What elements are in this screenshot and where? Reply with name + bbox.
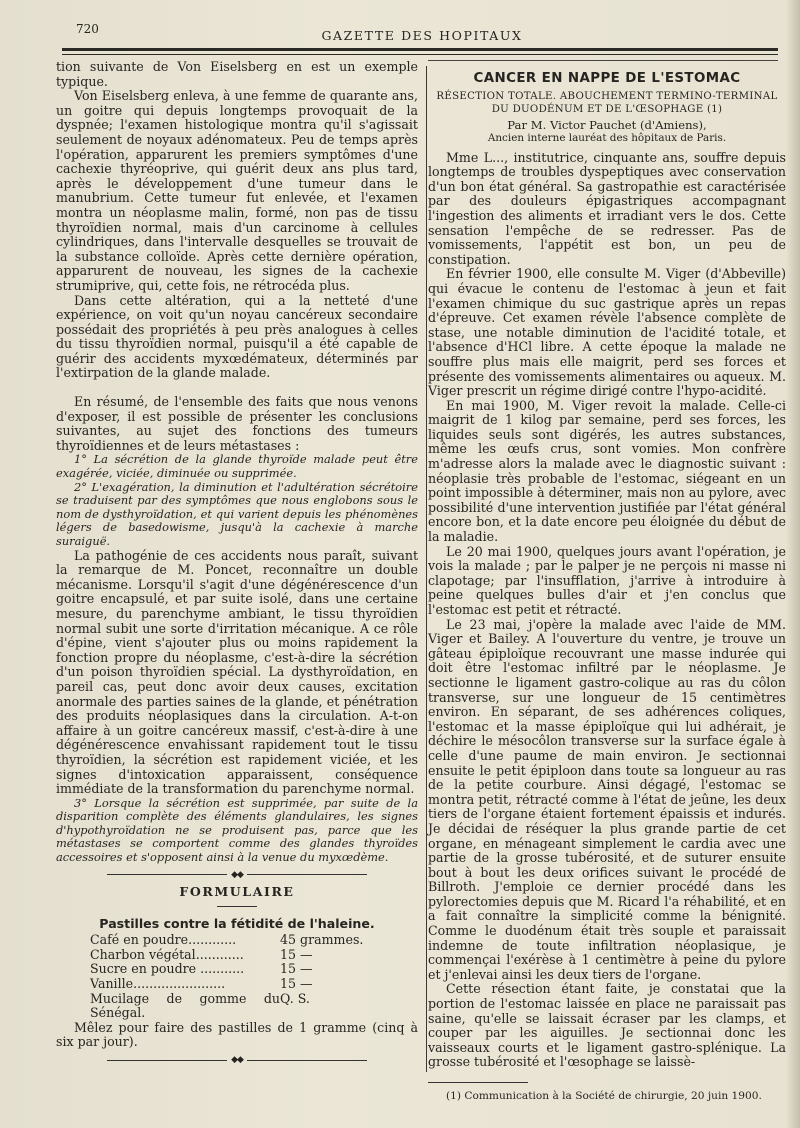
page-header — [62, 22, 782, 44]
column-divider — [426, 66, 427, 1072]
page-number: 720 — [76, 22, 99, 36]
recipe-quantity: Q. S. — [280, 990, 310, 1006]
recipe-item — [56, 977, 418, 992]
recipe-quantity: 45 grammes. — [280, 932, 364, 948]
footnote-rule — [428, 1082, 528, 1083]
recipe-title: Pastilles contre la fétidité de l'haleine. — [99, 915, 375, 931]
recipe-ingredient: Charbon végétal............ — [90, 946, 244, 962]
running-title: GAZETTE DES HOPITAUX — [321, 28, 523, 43]
article-author: Par M. Victor Pauchet (d'Amiens), — [507, 117, 707, 132]
recipe-quantity: 15 — — [280, 961, 313, 977]
ornament-line — [247, 874, 367, 875]
header-rule-thin — [62, 54, 778, 55]
paragraph: La pathogénie de ces accidents nous paraît, suivant la remarque de M. Poncet, reconnaître un double mécanisme. Lorsqu'il s'agit d'une dégénérescence d'un goitre encapsulé, et par suite isolé, dans une certaine mesure, du parenchyme ambiant, le tissu thyroïdien normal subit une sorte d'irritation mécanique. A ce rôle d'épine, vient s'ajouter plus ou moins rapidement la fonction propre du néoplasme, c'est-à-dire la sécrétion d'un poison thyroïdien spécial. La dysthyroïdation, en pareil cas, peut donc avoir deux causes, excitation anormale des parties saines de la glande, et pénétration des produits néoplasiques dans la circulation. A-t-on affaire à un goitre cancéreux massif, c'est-à-dire à une dégénérescence envahissant rapidement tout le tissu thyroïdien, la sécrétion est rapidement viciée, et les signes d'intoxication apparaissent, conséquence immédiate de la transformation du parenchyme normal. — [56, 547, 418, 797]
section-title: FORMULAIRE — [179, 884, 295, 900]
ornament-line — [247, 1060, 367, 1061]
recipe-ingredient: Café en poudre............ — [90, 932, 237, 948]
right-column — [428, 72, 786, 1104]
recipe-instructions: Mêlez pour faire des pastilles de 1 gramme (cinq à six par jour). — [56, 1019, 418, 1050]
recipe-quantity: 15 — — [280, 946, 313, 962]
recipe-item — [56, 933, 418, 948]
paragraph: En mai 1900, M. Viger revoit la malade. Celle-ci maigrit de 1 kilog par semaine, perd ses forces, les liquides seuls sont digérés, les autres substances, même les œufs crus, sont vomies. Mon confrère m'adresse alors la malade avec le diagnostic suivant : néoplasie très probable de l'estomac, siégeant en un point impossible à déterminer, mais non au pylore, avec possibilité d'une intervention justifiée par l'état général encore bon, et la date encore peu éloignée du début de la maladie. — [428, 397, 786, 545]
recipe-ingredient: Sucre en poudre ........... — [90, 961, 245, 977]
end-ornament — [56, 1053, 418, 1068]
recipe-ingredient: Vanille....................... — [90, 976, 226, 992]
conclusion-item-3: 3° Lorsque la sécrétion est supprimée, par suite de la disparition complète des éléments glandulaires, les signes d'hypothyroïdation ne se produisent pas, parce que les métastases se comportent comme des glandes thyroïdes accessoires et s'opposent ainsi à la venue du myxœdème. — [56, 795, 418, 865]
recipe-item — [56, 992, 418, 1021]
conclusion-item-2: 2° L'exagération, la diminution et l'adultération sécrétoire se traduisent par des symptômes que nous englobons sous le nom de dysthyroïdation, et qui varient depuis les phénomènes légers de basedowisme, jusqu'à la cachexie à marche suraiguë. — [56, 479, 418, 548]
paragraph-gap — [56, 381, 418, 395]
paragraph: En février 1900, elle consulte M. Viger (d'Abbeville) qui évacue le contenu de l'estomac à jeun et fait l'examen chimique du suc gastrique après un repas d'épreuve. Cet examen révèle l'absence complète de stase, une notable diminution de l'acidité totale, et l'absence d'HCl libre. A cette époque la malade ne souffre plus mais elle maigrit, perd ses forces et présente des vomissements alimentaires ou aqueux. M. Viger prescrit un régime dirigé contre l'hypo-acidité. — [428, 266, 786, 399]
paragraph: Von Eiselsberg enleva, à une femme de quarante ans, un goitre qui depuis longtemps provoquait de la dyspnée; l'examen histologique montra qu'il s'agissait seulement de noyaux adénomateux. Peu de temps après l'opération, apparurent les premiers symptômes d'une cachexie thyréoprive, qui guérit deux ans plus tard, après le développement d'une tumeur dans le manubrium. Cette tumeur fut enlevée, et l'examen montra un néoplasme malin, formé, non pas de tissu thyroïdien normal, mais d'un carcinome à cellules cylindriques, dans l'intervalle desquelles se trouvait de la substance colloïde. Après cette dernière opération, apparurent de nouveau, les signes de la cachexie strumiprive, qui, cette fois, ne rétrocéda plus. — [56, 88, 418, 293]
recipe-item — [56, 962, 418, 977]
footnote: (1) Communication à la Société de chirurgie, 20 juin 1900. — [446, 1090, 762, 1102]
recipe-ingredient: Mucilage de gomme du Sénégal. — [90, 990, 280, 1021]
paragraph: Le 23 mai, j'opère la malade avec l'aide de MM. Viger et Bailey. A l'ouverture du ventre, je trouve un gâteau épiploïque recouvrant une masse indurée qui doit être l'estomac infiltré par le néoplasme. Je sectionne le ligament gastro-colique au ras du côlon transverse, sur une longueur de 15 centimètres environ. En séparant, de ses adhérences coliques, l'estomac et la masse épiploïque qui lui adhérait, je déchire le mésocôlon transverse sur la surface égale à celle d'une paume de main environ. Je sectionnai ensuite le petit épiploon dans toute sa longueur au ras de la petite courbure. Ainsi dégagé, l'estomac se montra petit, rétracté comme à l'état de jeûne, les deux tiers de l'organe étaient fortement épaissis et indurés. Je décidai de réséquer la plus grande partie de cet organe, en ménageant simplement le cardia avec une partie de la grosse tubérosité, et de suturer ensuite bout à bout les deux orifices suivant le procédé de Billroth. J'emploie ce dernier procédé dans les pylorectomies depuis que M. Ricard l'a réhabilité, et en a fait connaître la simplicité comme la bénignité. Comme le duodénum était très souple et paraissait indemne de toute infiltration néoplasique, je commençai l'exérèse à 1 centimètre à peine du pylore et j'enlevai ainsi les deux tiers de l'organe. — [428, 616, 786, 982]
ornament-line — [107, 1060, 227, 1061]
ornament-diamond-icon: ◆◆ — [231, 1054, 243, 1065]
right-column-top-rule — [428, 60, 778, 61]
section-ornament — [56, 868, 418, 883]
article-title: CANCER EN NAPPE DE L'ESTOMAC — [473, 71, 741, 86]
article-author-note: Ancien interne lauréat des hôpitaux de Paris. — [487, 131, 727, 144]
page-edge-shadow — [786, 0, 800, 1128]
conclusion-item-1: 1° La sécrétion de la glande thyroïde malade peut être exagérée, viciée, diminuée ou supprimée. — [56, 452, 418, 481]
article-subtitle: RÉSECTION TOTALE. ABOUCHEMENT TERMINO-TERMINAL DU DUODÉNUM ET DE L'ŒSOPHAGE (1) — [436, 90, 778, 115]
ornament-line — [107, 874, 227, 875]
header-rule-thick — [62, 48, 778, 51]
paragraph: Le 20 mai 1900, quelques jours avant l'opération, je vois la malade ; par le palper je ne perçois ni masse ni clapotage; par l'insufflation, j'arrive à introduire à peine quelques bulles d'air et j'en conclus que l'estomac est petit et rétracté. — [428, 543, 786, 617]
left-column — [56, 60, 418, 1070]
paragraph: Cette résection étant faite, je constatai que la portion de l'estomac laissée en place ne paraissait pas saine, qu'elle se laissait écraser par les clamps, et couper par les aiguilles. Je sectionnai donc les vaisseaux courts et le ligament gastro-splénique. La grosse tubérosité et l'œsophage se laissè- — [428, 981, 786, 1070]
paragraph: Dans cette altération, qui a la netteté d'une expérience, on voit qu'un noyau cancéreux secondaire possédait des propriétés à peu près analogues à celles du tissu thyroïdien normal, puisqu'il a été capable de guérir des accidents myxœdémateux, déterminés par l'extirpation de la glande malade. — [56, 292, 418, 381]
recipe-quantity: 15 — — [280, 976, 313, 992]
paragraph: Mme L..., institutrice, cinquante ans, souffre depuis longtemps de troubles dyspeptiques avec conservation d'un bon état général. Sa gastropathie est caractérisée par des douleurs épigastriques accompagnant l'ingestion des aliments et irradiant vers le dos. Cette sensation l'empêche de se redresser. Pas de vomissements, l'appétit est bon, un peu de constipation. — [428, 149, 786, 267]
paragraph: En résumé, de l'ensemble des faits que nous venons d'exposer, il est possible de présenter les conclusions suivantes, au sujet des fonctions des tumeurs thyroïdiennes et de leurs métastases : — [56, 394, 418, 453]
paragraph: tion suivante de Von Eiselsberg en est un exemple typique. — [56, 59, 418, 89]
section-short-rule — [217, 906, 257, 907]
ornament-diamond-icon: ◆◆ — [231, 869, 243, 880]
recipe-item — [56, 948, 418, 963]
